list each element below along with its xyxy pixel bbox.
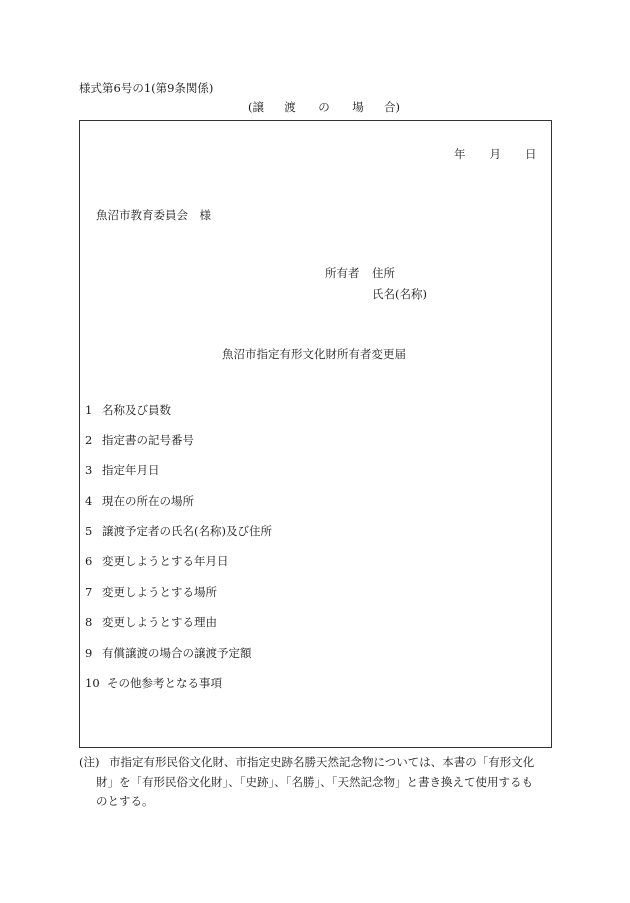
- list-item: [85, 584, 217, 600]
- item-label: 名称及び員数: [102, 403, 171, 417]
- list-item: [85, 462, 160, 478]
- footnote-line: [79, 753, 559, 773]
- owner-name-label: 氏名(名称): [372, 287, 427, 301]
- item-number: 5: [85, 524, 93, 538]
- item-label: 変更しようとする場所: [102, 585, 217, 599]
- item-number: 6: [85, 554, 93, 568]
- item-label: 変更しようとする理由: [102, 615, 217, 629]
- subtitle-char: 場: [352, 100, 364, 114]
- owner-label: 所有者: [325, 266, 360, 280]
- list-item: [85, 675, 222, 691]
- item-number: 1: [85, 403, 93, 417]
- form-number: 様式第6号の1(第9条関係): [79, 81, 214, 95]
- item-label: その他参考となる事項: [107, 676, 222, 690]
- footnote-text: 市指定有形民俗文化財、市指定史跡名勝天然記念物については、本書の「有形文化: [109, 755, 535, 769]
- subtitle-char: 合): [384, 100, 400, 114]
- item-number: 2: [85, 433, 93, 447]
- date-year: 年: [454, 147, 466, 161]
- date-day: 日: [525, 147, 537, 161]
- list-item: [85, 553, 229, 569]
- document-title: 魚沼市指定有形文化財所有者変更届: [222, 347, 406, 361]
- list-item: [85, 645, 252, 661]
- footnote: [79, 753, 559, 812]
- item-label: 変更しようとする年月日: [102, 554, 229, 568]
- list-item: [85, 493, 194, 509]
- item-label: 有償譲渡の場合の譲渡予定額: [102, 646, 252, 660]
- item-number: 3: [85, 463, 93, 477]
- subtitle-char: 渡: [284, 100, 296, 114]
- list-item: [85, 432, 194, 448]
- subtitle-char: の: [318, 100, 330, 114]
- subtitle-char: (譲: [248, 100, 264, 114]
- list-item: [85, 523, 272, 539]
- item-number: 4: [85, 494, 93, 508]
- item-number: 9: [85, 646, 93, 660]
- date-month: 月: [489, 147, 501, 161]
- form-subtitle: [246, 99, 402, 115]
- item-label: 指定年月日: [102, 463, 160, 477]
- item-label: 現在の所在の場所: [102, 494, 194, 508]
- list-item: [85, 614, 217, 630]
- item-number: 10: [85, 676, 100, 690]
- list-item: [85, 402, 171, 418]
- footnote-line: のとする。: [96, 794, 154, 808]
- date-line: [454, 146, 537, 162]
- footnote-line: 財」を「有形民俗文化財」、「史跡」、「名勝」、「天然記念物」と書き換えて使用するも: [96, 774, 533, 789]
- item-number: 7: [85, 585, 93, 599]
- footnote-label: (注): [79, 755, 100, 769]
- addressee: 魚沼市教育委員会 様: [96, 208, 211, 222]
- item-label: 譲渡予定者の氏名(名称)及び住所: [102, 524, 272, 538]
- item-label: 指定書の記号番号: [102, 433, 194, 447]
- owner-address-label: 住所: [372, 266, 395, 280]
- item-number: 8: [85, 615, 93, 629]
